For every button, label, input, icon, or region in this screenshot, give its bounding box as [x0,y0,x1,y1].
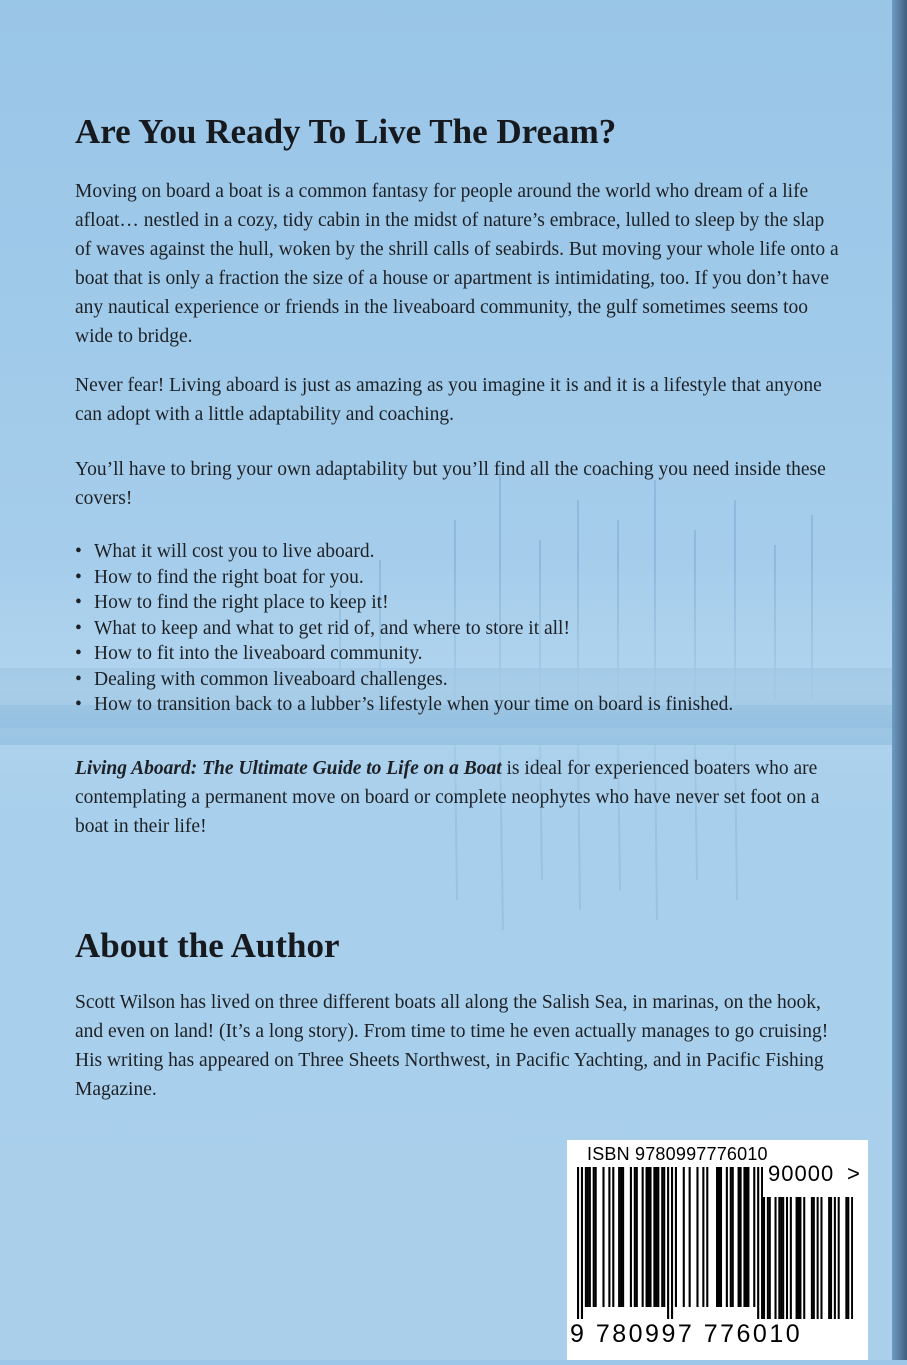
barcode-bar [689,1167,691,1307]
addon-bar [820,1197,822,1319]
barcode-bar [740,1167,742,1307]
barcode-bar [718,1167,720,1307]
list-item: • Dealing with common liveaboard challenges. [75,667,875,693]
list-item: • What it will cost you to live aboard. [75,539,875,565]
barcode-bar [663,1167,665,1307]
intro-paragraph: Moving on board a boat is a common fantasy for people around the world who dream of a life afloat… nestled in a cozy, tidy cabin in the midst of nature’s embrace, lulled to sleep by the slap of waves against the hull, woken by the shrill calls of seabirds. But moving your whole life onto a boat that is only a fraction the size of a house or apartment is intimidating, too. If you don’t have any nautical experience or friends in the liveaboard community, the gulf sometimes seems too wide to bridge. [75,181,839,347]
ean13-bars [577,1167,763,1319]
barcode-human-readable: 9 780997 776010 [570,1320,803,1348]
barcode-bar [675,1167,677,1307]
barcode-bar [655,1167,657,1307]
addon-bar [796,1197,798,1319]
addon-bar [786,1197,788,1319]
barcode-bar [581,1167,583,1319]
barcode-bar [608,1167,610,1307]
addon-bar [797,1197,799,1319]
barcode-bar [743,1167,745,1307]
heading-about-author: About the Author [75,926,340,965]
addon-bar [774,1197,776,1319]
barcode-bar [587,1167,589,1307]
barcode-bar [647,1167,649,1307]
barcode-bar [618,1167,620,1307]
addon-bar [811,1197,813,1319]
audience-paragraph [75,754,845,841]
barcode-bar [585,1167,587,1307]
barcode-bar [745,1167,747,1307]
audience-text: is ideal for experienced boaters who are contemplating a permanent move on board or complete neophytes who have never set foot on a boat in their life! [75,758,820,837]
addon-bar [851,1197,853,1319]
spine-edge [892,0,907,1360]
barcode-bar [602,1167,604,1307]
addon-bar [767,1197,769,1319]
addon-bar [817,1197,819,1319]
topics-list [75,539,875,718]
barcode-bar [706,1167,708,1307]
barcode-bar [661,1167,663,1307]
addon-bar [769,1197,771,1319]
barcode-bar [657,1167,659,1307]
addon-bar [799,1197,801,1319]
addon-bar [847,1197,849,1319]
list-item: • What to keep and what to get rid of, and where to store it all! [75,616,875,642]
barcode-bar [646,1167,648,1307]
addon-bar [834,1197,836,1319]
list-item: • How to find the right boat for you. [75,565,875,591]
barcode-bar [589,1167,591,1307]
barcode-bar [649,1167,651,1307]
barcode-bar [702,1167,704,1307]
barcode-bar [753,1167,755,1307]
barcode-bar [653,1167,655,1307]
barcode-bar [738,1167,740,1307]
barcode-bar [595,1167,597,1307]
barcode-bar [720,1167,722,1307]
barcode-bar [577,1167,579,1319]
price-addon-digits: 90000 [768,1161,835,1186]
list-item: • How to find the right place to keep it! [75,590,875,616]
addon-bars [763,1197,853,1319]
barcode-bar [636,1167,638,1307]
addon-arrow: > [847,1161,860,1186]
barcode-bar [683,1167,685,1307]
addon-bar [763,1197,765,1319]
addon-bar [803,1197,805,1319]
barcode-bar [671,1167,673,1319]
coaching-paragraph: You’ll have to bring your own adaptability but you’ll find all the coaching you need inside these covers! [75,459,826,509]
barcode-bar [716,1167,718,1307]
barcode-bar [696,1167,698,1307]
addon-bar [782,1197,784,1319]
barcode-bar [622,1167,624,1307]
addon-bar [830,1197,832,1319]
addon-bar [780,1197,782,1319]
addon-bar [828,1197,830,1319]
list-item: • How to transition back to a lubber’s lifestyle when your time on board is finished. [75,692,875,718]
barcode-bar [620,1167,622,1307]
barcode-bar [667,1167,669,1319]
addon-bar [838,1197,840,1319]
addon-bar [845,1197,847,1319]
barcode-bar [730,1167,732,1307]
barcode-bar [642,1167,644,1307]
addon-bar [813,1197,815,1319]
heading-live-the-dream: Are You Ready To Live The Dream? [75,112,617,151]
list-item: • How to fit into the liveaboard community. [75,641,875,667]
addon-bar [778,1197,780,1319]
barcode-bar [732,1167,734,1307]
addon-bar [790,1197,792,1319]
barcode-bar [747,1167,749,1307]
author-bio: Scott Wilson has lived on three different boats all along the Salish Sea, in marinas, on the hook, and even on land! (It’s a long story). From time to time he even actually manages to go cruising! His writing has appeared on Three Sheets Northwest, in Pacific Yachting, and in Pacific Fishing Magazine. [75,992,829,1100]
book-title: Living Aboard: The Ultimate Guide to Life on a Boat [75,758,502,779]
barcode-bar [634,1167,636,1307]
isbn-barcode [567,1140,868,1360]
barcode-bar [757,1167,759,1319]
barcode-bar [630,1167,632,1307]
barcode-bar [593,1167,595,1307]
reassurance-paragraph: Never fear! Living aboard is just as amazing as you imagine it is and it is a lifestyle that anyone can adopt with a little adaptability and coaching. [75,375,822,425]
isbn-label: ISBN 9780997776010 [587,1144,768,1164]
barcode-bar [612,1167,614,1307]
barcode-bar [726,1167,728,1307]
